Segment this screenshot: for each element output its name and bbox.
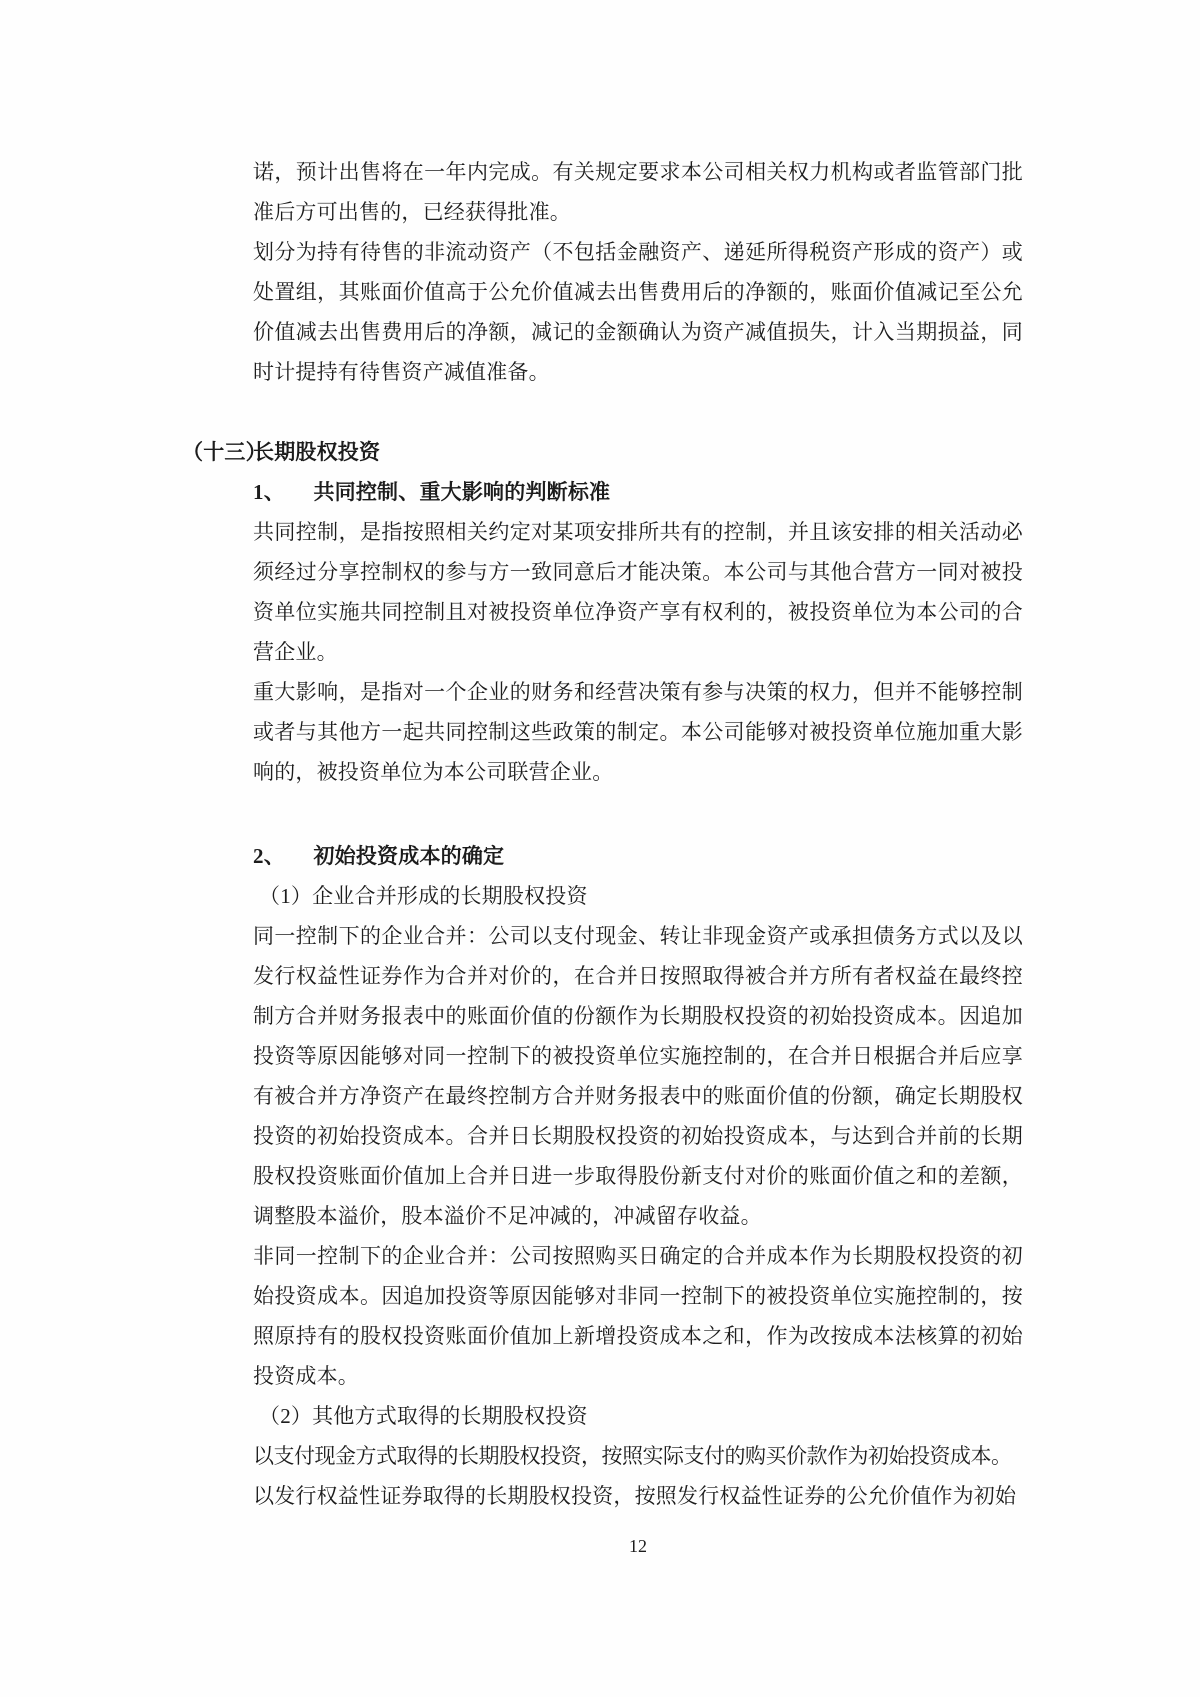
body-paragraph: 共同控制，是指按照相关约定对某项安排所共有的控制，并且该安排的相关活动必须经过分享控制权的参与方一致同意后才能决策。本公司与其他合营方一同对被投资单位实施共同控制且对被投资单位净资产享有权利的，被投资单位为本公司的合营企业。	[253, 520, 1023, 664]
section-number: （十三）	[182, 440, 267, 464]
section-heading	[182, 432, 1023, 472]
subsection-number: 2、	[253, 844, 285, 868]
body-paragraph: 以发行权益性证券取得的长期股权投资，按照发行权益性证券的公允价值作为初始	[253, 1484, 1017, 1508]
body-paragraph: 重大影响，是指对一个企业的财务和经营决策有参与决策的权力，但并不能够控制或者与其他方一起共同控制这些政策的制定。本公司能够对被投资单位施加重大影响的，被投资单位为本公司联营企业。	[253, 680, 1023, 784]
subsection-heading-1	[253, 472, 1023, 512]
section-title: 长期股权投资	[253, 440, 381, 464]
subsection-title: 共同控制、重大影响的判断标准	[313, 480, 611, 504]
subsection-title: 初始投资成本的确定	[313, 844, 505, 868]
list-item-title: （2）其他方式取得的长期股权投资	[259, 1404, 588, 1428]
body-paragraph: 同一控制下的企业合并：公司以支付现金、转让非现金资产或承担债务方式以及以发行权益性证券作为合并对价的，在合并日按照取得被合并方所有者权益在最终控制方合并财务报表中的账面价值的份额作为长期股权投资的初始投资成本。因追加投资等原因能够对同一控制下的被投资单位实施控制的，在合并日根据合并后应享有被合并方净资产在最终控制方合并财务报表中的账面价值的份额，确定长期股权投资的初始投资成本。合并日长期股权投资的初始投资成本，与达到合并前的长期股权投资账面价值加上合并日进一步取得股份新支付对价的账面价值之和的差额，调整股本溢价，股本溢价不足冲减的，冲减留存收益。	[253, 924, 1023, 1228]
subsection-number: 1、	[253, 480, 285, 504]
body-paragraph: 以支付现金方式取得的长期股权投资，按照实际支付的购买价款作为初始投资成本。	[253, 1444, 1012, 1468]
body-paragraph: 非同一控制下的企业合并：公司按照购买日确定的合并成本作为长期股权投资的初始投资成本。因追加投资等原因能够对非同一控制下的被投资单位实施控制的，按照原持有的股权投资账面价值加上新增投资成本之和，作为改按成本法核算的初始投资成本。	[253, 1244, 1023, 1388]
body-paragraph: 诺，预计出售将在一年内完成。有关规定要求本公司相关权力机构或者监管部门批准后方可出售的，已经获得批准。	[253, 160, 1023, 224]
subsection-heading-2	[253, 836, 1023, 876]
list-item-title: （1）企业合并形成的长期股权投资	[259, 884, 588, 908]
page-number: 12	[629, 1536, 647, 1556]
body-paragraph: 划分为持有待售的非流动资产（不包括金融资产、递延所得税资产形成的资产）或处置组，其账面价值高于公允价值减去出售费用后的净额的，账面价值减记至公允价值减去出售费用后的净额，减记的金额确认为资产减值损失，计入当期损益，同时计提持有待售资产减值准备。	[253, 240, 1023, 384]
page-content	[182, 152, 1023, 1516]
